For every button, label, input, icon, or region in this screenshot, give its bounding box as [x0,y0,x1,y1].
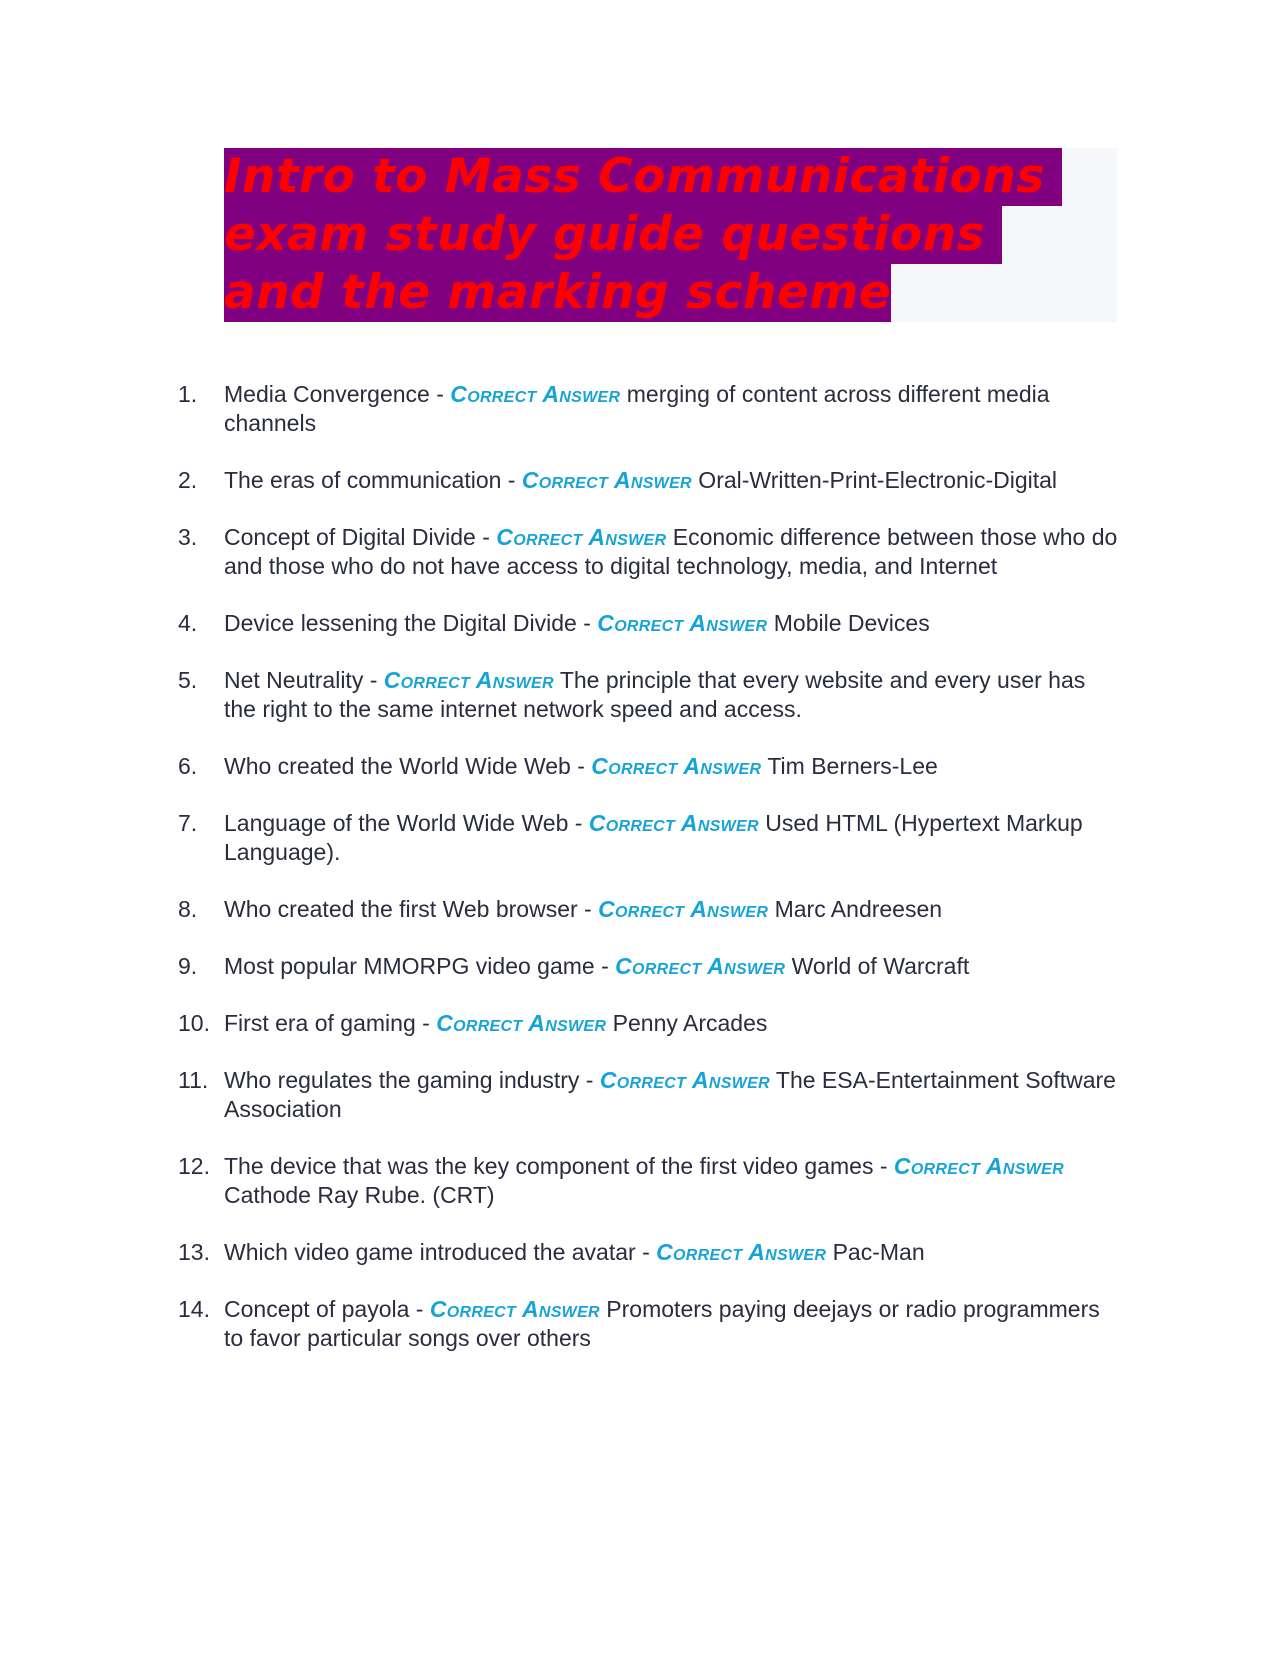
document-title [224,148,1117,322]
question-text: Language of the World Wide Web - [224,810,589,836]
answer-text: Penny Arcades [606,1010,768,1036]
answer-text: merging of content across different media channels [224,381,1050,436]
item-number: 12. [178,1153,210,1179]
correct-answer-label: Correct Answer [599,1067,770,1093]
question-text: Who regulates the gaming industry - [224,1067,600,1093]
item-body [224,753,938,779]
question-text: The eras of communication - [224,467,522,493]
correct-answer-label: Correct Answer [429,1296,600,1322]
answer-text: Promoters paying deejays or radio programmers to favor particular songs over others [224,1296,1100,1351]
answer-text: World of Warcraft [785,953,970,979]
item-number: 9. [178,953,198,979]
item-body [224,467,1057,493]
answer-text: Cathode Ray Rube. (CRT) [224,1182,495,1208]
item-number: 1. [178,381,198,407]
question-text: The device that was the key component of the first video games - [224,1153,894,1179]
list-item [178,380,1118,438]
title-line: and the marking scheme [224,265,892,320]
item-body [224,1067,1116,1122]
question-text: Who created the first Web browser - [224,896,599,922]
answer-text: Economic difference between those who do and those who do not have access to digital technology, media, and Internet [224,524,1118,579]
list-item [178,1238,1118,1267]
item-body [224,610,930,636]
item-body [224,953,969,979]
item-number: 3. [178,524,198,550]
question-text: Device lessening the Digital Divide - [224,610,598,636]
list-item [178,609,1118,638]
correct-answer-label: Correct Answer [521,467,692,493]
correct-answer-label: Correct Answer [450,381,621,407]
question-text: Which video game introduced the avatar - [224,1239,657,1265]
item-body [224,1296,1100,1351]
item-body [224,1153,1064,1208]
answer-text: The ESA-Entertainment Software Association [224,1067,1116,1122]
correct-answer-label: Correct Answer [615,953,786,979]
answer-text: Mobile Devices [767,610,930,636]
list-item [178,952,1118,981]
title-block [224,148,1117,322]
question-text: Most popular MMORPG video game - [224,953,616,979]
item-number: 4. [178,610,198,636]
correct-answer-label: Correct Answer [598,896,769,922]
item-number: 8. [178,896,198,922]
answer-text: Pac-Man [826,1239,925,1265]
question-text: Net Neutrality - [224,667,384,693]
correct-answer-label: Correct Answer [436,1010,607,1036]
item-number: 6. [178,753,198,779]
question-text: First era of gaming - [224,1010,437,1036]
item-number: 7. [178,810,198,836]
list-item [178,1295,1118,1353]
list-item [178,466,1118,495]
answer-text: Tim Berners-Lee [761,753,938,779]
correct-answer-label: Correct Answer [588,810,759,836]
item-number: 5. [178,667,198,693]
item-number: 11. [178,1067,209,1093]
list-item [178,1152,1118,1210]
item-body [224,381,1050,436]
answer-text: Used HTML (Hypertext Markup Language). [224,810,1083,865]
list-item [178,666,1118,724]
item-body [224,1239,925,1265]
list-item [178,809,1118,867]
item-number: 2. [178,467,198,493]
item-body [224,524,1117,579]
title-line: exam study guide questions [224,207,1003,262]
correct-answer-label: Correct Answer [656,1239,827,1265]
item-body [224,810,1083,865]
item-number: 13. [178,1239,210,1265]
item-body [224,896,942,922]
question-answer-list [178,380,1118,1381]
question-text: Concept of payola - [224,1296,430,1322]
item-body [224,667,1085,722]
correct-answer-label: Correct Answer [893,1153,1064,1179]
list-item [178,895,1118,924]
correct-answer-label: Correct Answer [383,667,554,693]
answer-text: The principle that every website and every user has the right to the same internet network speed and access. [224,667,1086,722]
answer-text: Oral-Written-Print-Electronic-Digital [691,467,1058,493]
item-body [224,1010,767,1036]
title-line: Intro to Mass Communications [224,149,1062,204]
answer-text: Marc Andreesen [768,896,943,922]
question-text: Media Convergence - [224,381,451,407]
list-item [178,1009,1118,1038]
item-number: 10. [178,1010,210,1036]
list-item [178,752,1118,781]
correct-answer-label: Correct Answer [597,610,768,636]
question-text: Who created the World Wide Web - [224,753,592,779]
correct-answer-label: Correct Answer [591,753,762,779]
correct-answer-label: Correct Answer [496,524,667,550]
question-text: Concept of Digital Divide - [224,524,497,550]
list-item [178,1066,1118,1124]
list-item [178,523,1118,581]
item-number: 14. [178,1296,210,1322]
